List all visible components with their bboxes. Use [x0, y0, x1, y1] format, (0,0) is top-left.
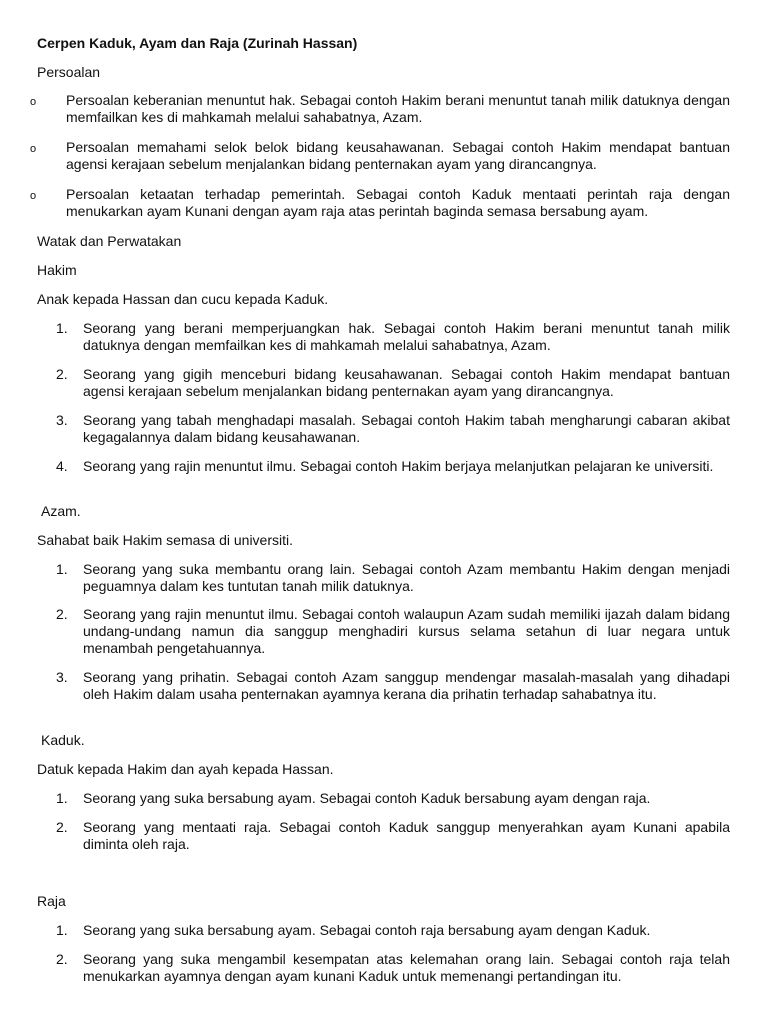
list-number: 3. [56, 412, 68, 428]
list-item-text: Seorang yang rajin menuntut ilmu. Sebagai contoh walaupun Azam sudah memiliki ijazah dalam bidang undang-undang namun dia sanggup menghadiri kursus selama setahun di luar negara untuk menambah pengetahuannya. [83, 606, 730, 656]
list-number: 1. [56, 561, 68, 577]
list-item-text: Persoalan keberanian menuntut hak. Sebagai contoh Hakim berani menuntut tanah milik datuknya dengan memfailkan kes di mahkamah melalui sahabatnya, Azam. [66, 92, 730, 125]
section-heading-watak: Watak dan Perwatakan [37, 233, 182, 249]
character-name-raja: Raja [37, 893, 66, 909]
list-item-text: Seorang yang suka membantu orang lain. Sebagai contoh Azam membantu Hakim dengan menjadi peguamnya dalam kes tuntutan tanah milik datuknya. [83, 561, 730, 594]
list-number: 1. [56, 922, 68, 938]
list-item-text: Seorang yang suka mengambil kesempatan atas kelemahan orang lain. Sebagai contoh raja telah menukarkan ayamnya dengan ayam kunani Kaduk untuk memenangi pertandingan itu. [83, 951, 730, 984]
section-heading-persoalan: Persoalan [37, 64, 101, 80]
bullet-marker: o [30, 143, 37, 155]
list-number: 1. [56, 790, 68, 806]
list-item-text: Seorang yang rajin menuntut ilmu. Sebagai contoh Hakim berjaya melanjutkan pelajaran ke universiti. [83, 458, 714, 474]
character-desc-kaduk: Datuk kepada Hakim dan ayah kepada Hassan. [37, 761, 334, 777]
document-title: Cerpen Kaduk, Ayam dan Raja (Zurinah Hassan) [37, 35, 358, 51]
list-item-text: Seorang yang berani memperjuangkan hak. Sebagai contoh Hakim berani menuntut tanah milik datuknya dengan memfailkan kes di mahkamah melalui sahabatnya, Azam. [83, 320, 730, 353]
list-item-text: Persoalan memahami selok belok bidang keusahawanan. Sebagai contoh Hakim mendapat bantuan agensi kerajaan sebelum menjalankan bidang penternakan ayam yang dirancangnya. [66, 139, 730, 172]
list-number: 2. [56, 819, 68, 835]
character-desc-azam: Sahabat baik Hakim semasa di universiti. [37, 532, 294, 548]
list-number: 2. [56, 951, 68, 967]
list-item-text: Seorang yang suka bersabung ayam. Sebagai contoh raja bersabung ayam dengan Kaduk. [83, 922, 651, 938]
list-item-text: Persoalan ketaatan terhadap pemerintah. Sebagai contoh Kaduk mentaati perintah raja dengan menukarkan ayam Kunani dengan ayam raja atas perintah baginda semasa bersabung ayam. [66, 186, 730, 219]
list-number: 2. [56, 606, 68, 622]
bullet-marker: o [30, 190, 37, 202]
list-number: 4. [56, 458, 68, 474]
list-item-text: Seorang yang tabah menghadapi masalah. Sebagai contoh Hakim tabah mengharungi cabaran akibat kegagalannya dalam bidang keusahawanan. [83, 412, 730, 445]
bullet-marker: o [30, 96, 37, 108]
list-item-text: Seorang yang mentaati raja. Sebagai contoh Kaduk sanggup menyerahkan ayam Kunani apabila diminta oleh raja. [83, 819, 730, 852]
list-number: 3. [56, 669, 68, 685]
list-number: 2. [56, 366, 68, 382]
character-name-kaduk: Kaduk. [41, 732, 85, 748]
character-name-azam: Azam. [41, 503, 81, 519]
list-item-text: Seorang yang prihatin. Sebagai contoh Azam sanggup mendengar masalah-masalah yang dihadapi oleh Hakim dalam usaha penternakan ayamnya kerana dia prihatin terhadap sahabatnya itu. [83, 669, 730, 702]
list-number: 1. [56, 320, 68, 336]
character-name-hakim: Hakim [37, 262, 77, 278]
list-item-text: Seorang yang suka bersabung ayam. Sebagai contoh Kaduk bersabung ayam dengan raja. [83, 790, 651, 806]
character-desc-hakim: Anak kepada Hassan dan cucu kepada Kaduk. [37, 291, 329, 307]
list-item-text: Seorang yang gigih menceburi bidang keusahawanan. Sebagai contoh Hakim mendapat bantuan agensi kerajaan sebelum menjalankan bidang penternakan ayam yang dirancangnya. [83, 366, 730, 399]
